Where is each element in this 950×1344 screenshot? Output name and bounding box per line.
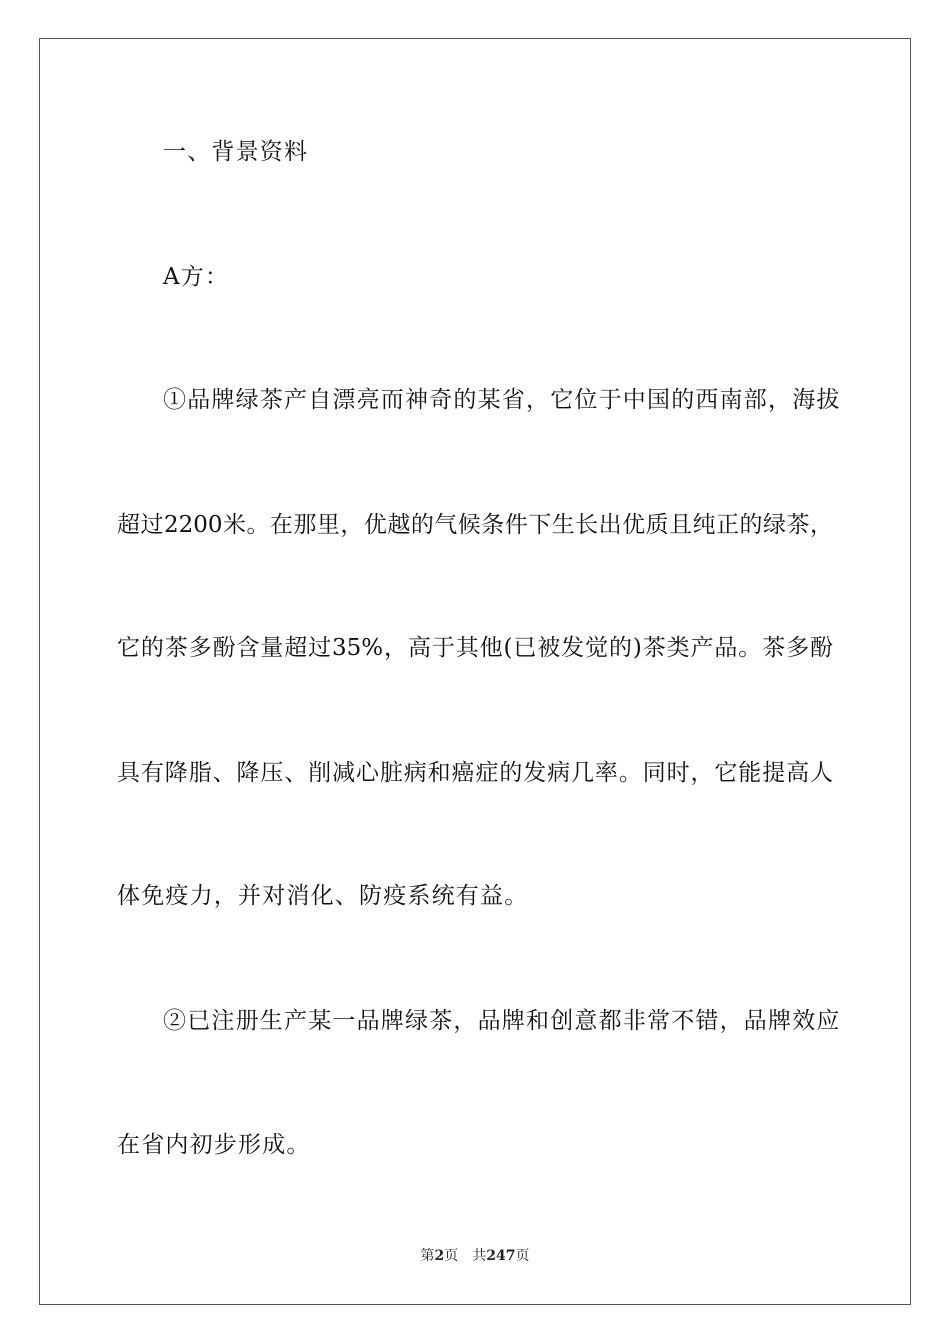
paragraph-1-line-4: 具有降脂、降压、削减心脏病和癌症的发病几率。同时，它能提高人: [117, 760, 833, 786]
total-pages: 247: [486, 1248, 516, 1264]
section-heading: 一、背景资料: [163, 139, 309, 165]
paragraph-1-line-5: 体免疫力，并对消化、防疫系统有益。: [117, 883, 529, 909]
paragraph-1-line-1: ①品牌绿茶产自漂亮而神奇的某省，它位于中国的西南部，海拔: [163, 387, 841, 413]
page-border: [39, 38, 911, 1305]
total-suffix: 页: [515, 1248, 530, 1264]
total-prefix: 共: [472, 1248, 487, 1264]
paragraph-1-line-3: 它的茶多酚含量超过35%，高于其他(已被发觉的)茶类产品。茶多酚: [117, 635, 833, 661]
paragraph-1-line-2: 超过2200米。在那里，优越的气候条件下生长出优质且纯正的绿茶，: [117, 512, 833, 538]
page-prefix: 第: [420, 1248, 435, 1264]
page-footer: [0, 1247, 950, 1265]
paragraph-2-line-1: ②已注册生产某一品牌绿茶，品牌和创意都非常不错，品牌效应: [163, 1008, 841, 1034]
page-number: 2: [434, 1248, 445, 1264]
paragraph-2-line-2: 在省内初步形成。: [117, 1132, 311, 1158]
party-label: A方：: [163, 264, 230, 290]
page-suffix: 页: [444, 1248, 459, 1264]
